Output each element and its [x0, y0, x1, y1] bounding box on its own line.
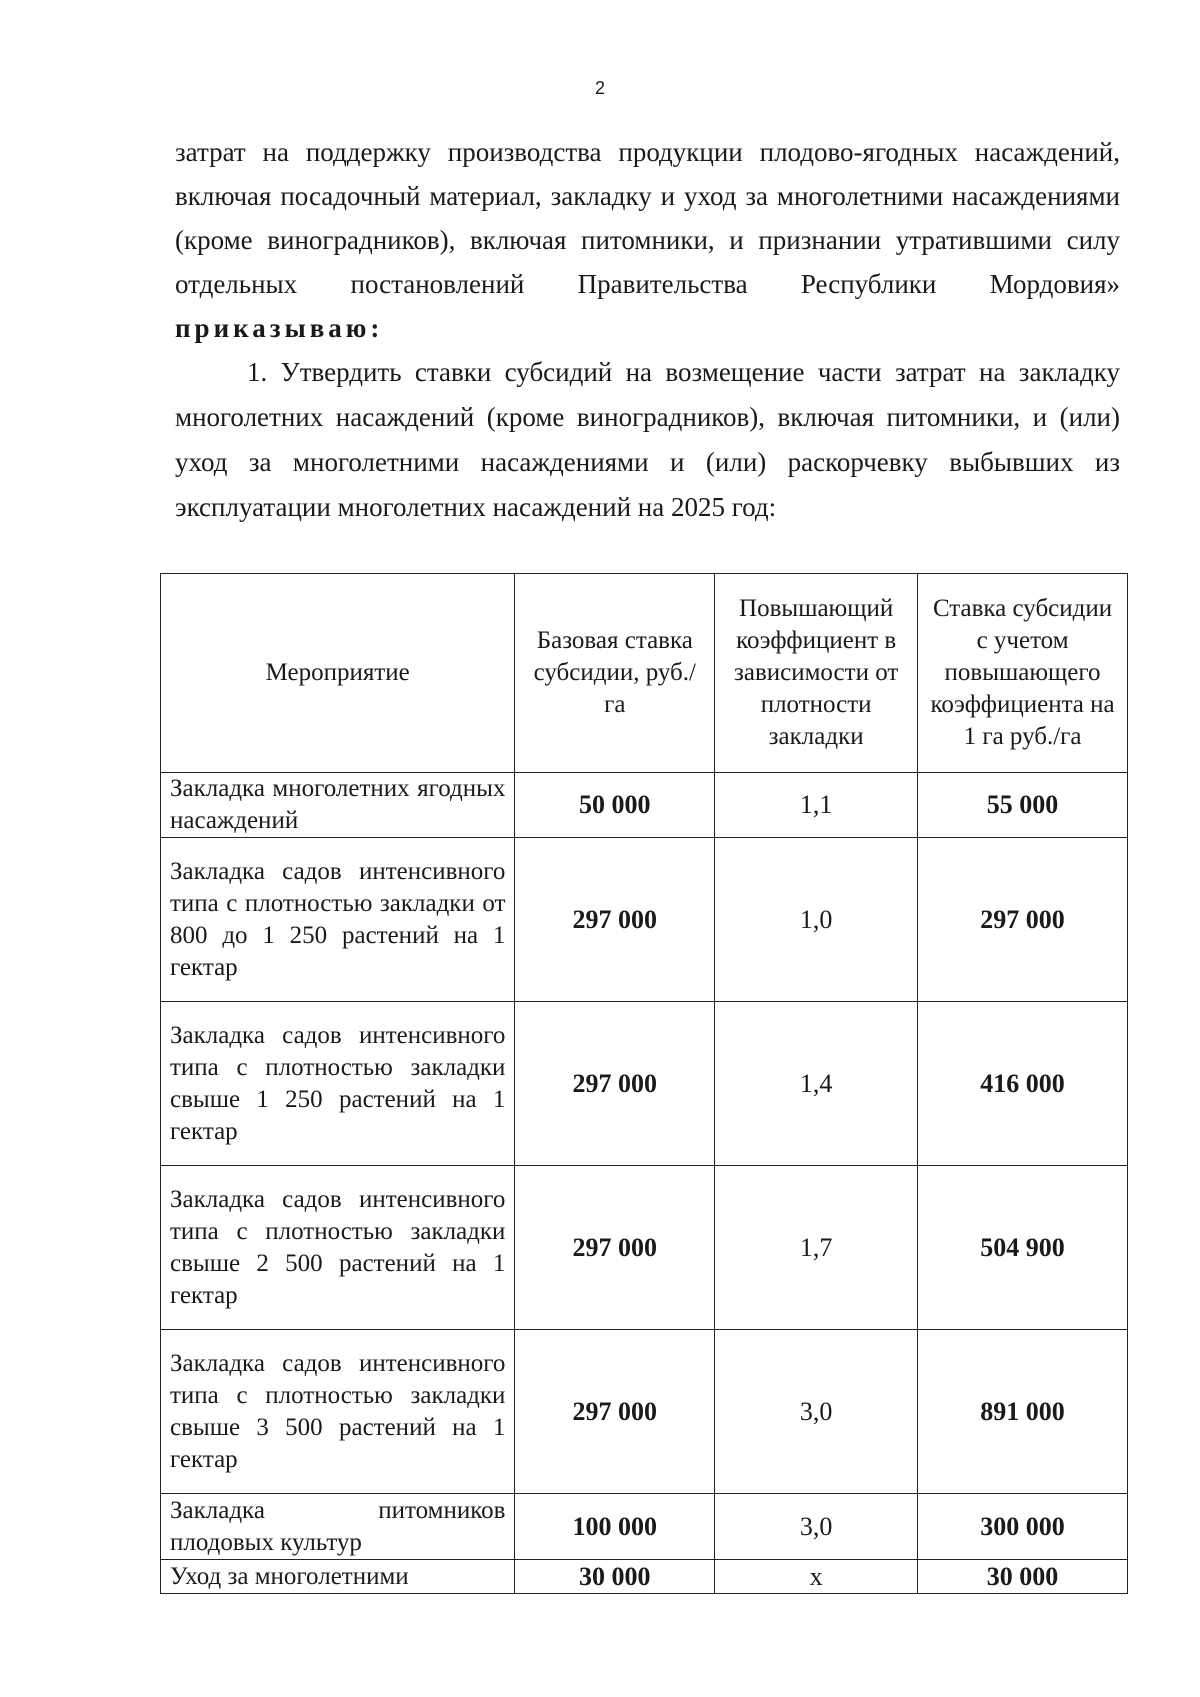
- table-row: [161, 1560, 1128, 1594]
- cell-coefficient: 3,0: [715, 1330, 918, 1494]
- table-row: [161, 1166, 1128, 1330]
- header-coefficient: Повышающий коэффициент в зависимости от плотности закладки: [715, 574, 918, 773]
- table-row: [161, 773, 1128, 838]
- cell-coefficient: 3,0: [715, 1494, 918, 1560]
- cell-activity: Закладка садов интенсивного типа с плотностью закладки свыше 1 250 растений на 1 гектар: [161, 1002, 515, 1166]
- header-final-rate: Ставка субсидии с учетом повышающего коэффициента на 1 га руб./га: [918, 574, 1128, 773]
- item-1-paragraph: 1. Утвердить ставки субсидий на возмещение части затрат на закладку многолетних насаждений (кроме виноградников), включая питомники, и (или) уход за многолетними насаждениями и (или) раскорчевку выбывших из эксплуатации многолетних насаждений на 2025 год:: [175, 357, 1120, 522]
- table-row: [161, 1494, 1128, 1560]
- cell-base-rate: 100 000: [515, 1494, 715, 1560]
- cell-final-rate: 300 000: [918, 1494, 1128, 1560]
- cell-final-rate: 504 900: [918, 1166, 1128, 1330]
- cell-base-rate: 50 000: [515, 773, 715, 838]
- order-word: приказываю:: [175, 313, 384, 343]
- cell-coefficient: 1,4: [715, 1002, 918, 1166]
- cell-activity: Закладка садов интенсивного типа с плотностью закладки от 800 до 1 250 растений на 1 гектар: [161, 838, 515, 1002]
- intro-text: затрат на поддержку производства продукции плодово-ягодных насаждений, включая посадочный материал, закладку и уход за многолетними насаждениями (кроме виноградников), включая питомники, и признании утратившими силу отдельных постановлений Правительства Республики Мордовия»: [175, 137, 1120, 299]
- cell-activity: Закладка питомников плодовых культур: [161, 1494, 515, 1560]
- table-row: [161, 838, 1128, 1002]
- cell-base-rate: 297 000: [515, 838, 715, 1002]
- cell-activity: Закладка садов интенсивного типа с плотностью закладки свыше 2 500 растений на 1 гектар: [161, 1166, 515, 1330]
- subsidy-rates-table: [160, 573, 1128, 1594]
- cell-base-rate: 297 000: [515, 1002, 715, 1166]
- cell-activity: Закладка садов интенсивного типа с плотностью закладки свыше 3 500 растений на 1 гектар: [161, 1330, 515, 1494]
- cell-coefficient: 1,7: [715, 1166, 918, 1330]
- table-row: [161, 1330, 1128, 1494]
- header-base-rate: Базовая ставка субсидии, руб./га: [515, 574, 715, 773]
- cell-base-rate: 297 000: [515, 1166, 715, 1330]
- cell-base-rate: 30 000: [515, 1560, 715, 1594]
- header-activity: Мероприятие: [161, 574, 515, 773]
- page-number: 2: [594, 78, 605, 98]
- cell-final-rate: 891 000: [918, 1330, 1128, 1494]
- cell-final-rate: 55 000: [918, 773, 1128, 838]
- table-header-row: [161, 574, 1128, 773]
- cell-coefficient: х: [715, 1560, 918, 1594]
- intro-paragraph: [175, 130, 1120, 350]
- cell-coefficient: 1,1: [715, 773, 918, 838]
- table-row: [161, 1002, 1128, 1166]
- cell-activity: Закладка многолетних ягодных насаждений: [161, 773, 515, 838]
- cell-base-rate: 297 000: [515, 1330, 715, 1494]
- cell-final-rate: 297 000: [918, 838, 1128, 1002]
- cell-final-rate: 30 000: [918, 1560, 1128, 1594]
- cell-coefficient: 1,0: [715, 838, 918, 1002]
- cell-final-rate: 416 000: [918, 1002, 1128, 1166]
- cell-activity: Уход за многолетними: [161, 1560, 515, 1594]
